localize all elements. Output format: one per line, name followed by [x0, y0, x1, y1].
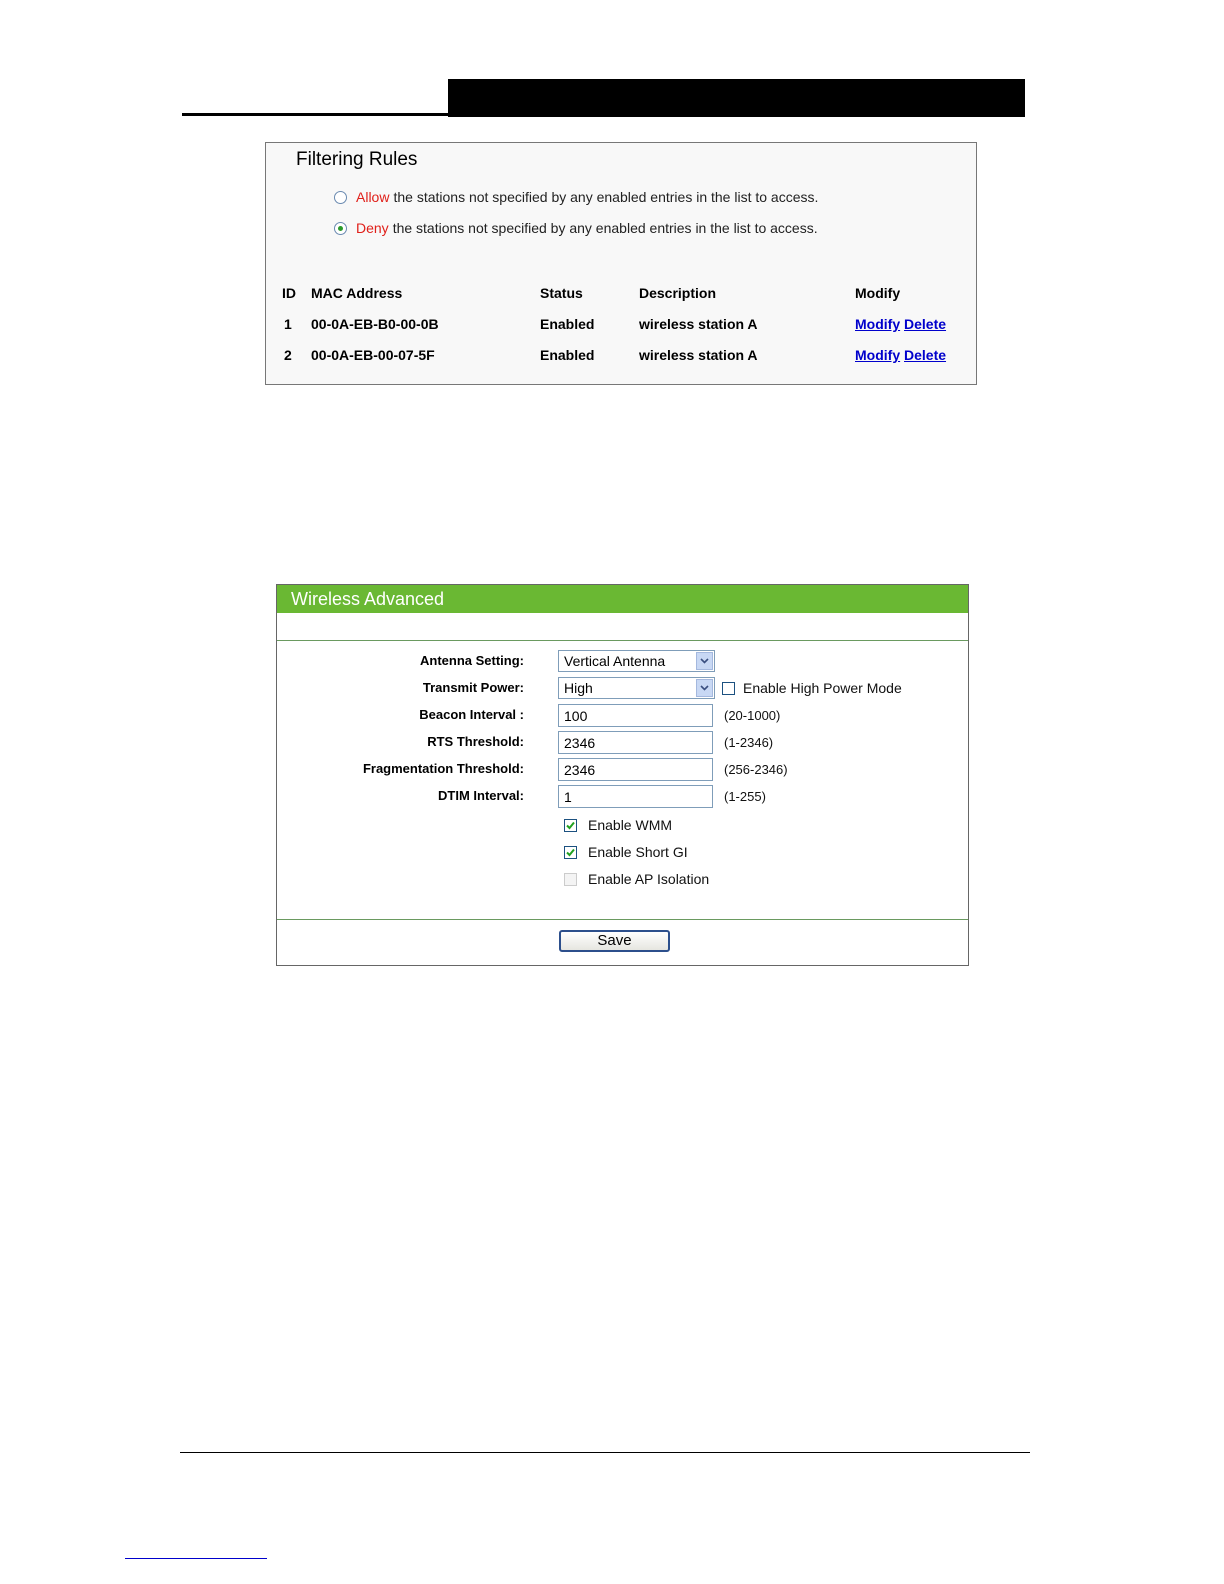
row-mac: 00-0A-EB-00-07-5F [311, 347, 435, 363]
divider [277, 640, 968, 641]
antenna-setting-select[interactable] [558, 650, 715, 672]
row-id: 1 [284, 316, 292, 332]
footnote-link-underline [125, 1558, 267, 1559]
checkmark-icon [565, 847, 576, 858]
deny-option[interactable] [334, 220, 818, 236]
dtim-interval-input[interactable] [558, 785, 713, 808]
modify-link[interactable]: Modify [855, 316, 901, 332]
antenna-setting-value: Vertical Antenna [564, 653, 666, 669]
divider [277, 919, 968, 920]
wireless-advanced-panel [276, 584, 969, 966]
deny-keyword: Deny [356, 220, 389, 236]
beacon-interval-range: (20-1000) [724, 708, 781, 723]
col-modify-header: Modify [855, 285, 901, 301]
transmit-power-value: High [564, 680, 593, 696]
row-description: wireless station A [639, 316, 758, 332]
dtim-interval-range: (1-255) [724, 789, 766, 804]
dtim-interval-label: DTIM Interval: [438, 788, 524, 803]
row-status: Enabled [540, 347, 595, 363]
enable-ap-isolation-label: Enable AP Isolation [588, 871, 710, 887]
row-description: wireless station A [639, 347, 758, 363]
delete-link[interactable]: Delete [904, 347, 947, 363]
enable-short-gi-checkbox[interactable] [564, 846, 577, 859]
row-status: Enabled [540, 316, 595, 332]
fragmentation-threshold-label: Fragmentation Threshold: [362, 761, 524, 776]
page-header-bar [448, 79, 1025, 117]
filtering-rules-panel [265, 142, 977, 385]
beacon-interval-label: Beacon Interval : [419, 707, 524, 722]
col-description-header: Description [639, 285, 717, 301]
fragmentation-threshold-input[interactable] [558, 758, 713, 781]
rts-threshold-label: RTS Threshold: [427, 734, 524, 749]
col-mac-header: MAC Address [311, 285, 403, 301]
beacon-interval-input[interactable] [558, 704, 713, 727]
allow-keyword: Allow [356, 189, 390, 205]
checkmark-icon [565, 820, 576, 831]
antenna-setting-label: Antenna Setting: [420, 653, 524, 668]
col-id-header: ID [282, 285, 296, 301]
save-button[interactable]: Save [559, 930, 670, 952]
chevron-down-icon[interactable] [696, 652, 713, 670]
page-footer-rule [180, 1452, 1030, 1453]
rts-threshold-input[interactable] [558, 731, 713, 754]
fragmentation-threshold-range: (256-2346) [724, 762, 788, 777]
row-id: 2 [284, 347, 292, 363]
allow-option[interactable] [334, 189, 818, 205]
allow-text: the stations not specified by any enabled entries in the list to access. [393, 189, 819, 205]
row-mac: 00-0A-EB-B0-00-0B [311, 316, 439, 332]
col-status-header: Status [540, 285, 583, 301]
enable-short-gi-label: Enable Short GI [588, 844, 688, 860]
enable-wmm-label: Enable WMM [588, 817, 673, 833]
chevron-down-icon[interactable] [696, 679, 713, 697]
high-power-mode-label: Enable High Power Mode [743, 680, 902, 696]
rts-threshold-range: (1-2346) [724, 735, 774, 750]
transmit-power-select[interactable] [558, 677, 715, 699]
deny-radio[interactable] [334, 222, 347, 235]
deny-text: the stations not specified by any enabled entries in the list to access. [392, 220, 818, 236]
high-power-mode-checkbox[interactable] [722, 682, 735, 695]
enable-ap-isolation-checkbox[interactable] [564, 873, 577, 886]
delete-link[interactable]: Delete [904, 316, 947, 332]
modify-link[interactable]: Modify [855, 347, 901, 363]
filtering-rules-title: Filtering Rules [296, 149, 418, 170]
enable-wmm-checkbox[interactable] [564, 819, 577, 832]
transmit-power-label: Transmit Power: [422, 680, 524, 695]
wireless-advanced-title: Wireless Advanced [277, 585, 968, 613]
allow-radio[interactable] [334, 191, 347, 204]
